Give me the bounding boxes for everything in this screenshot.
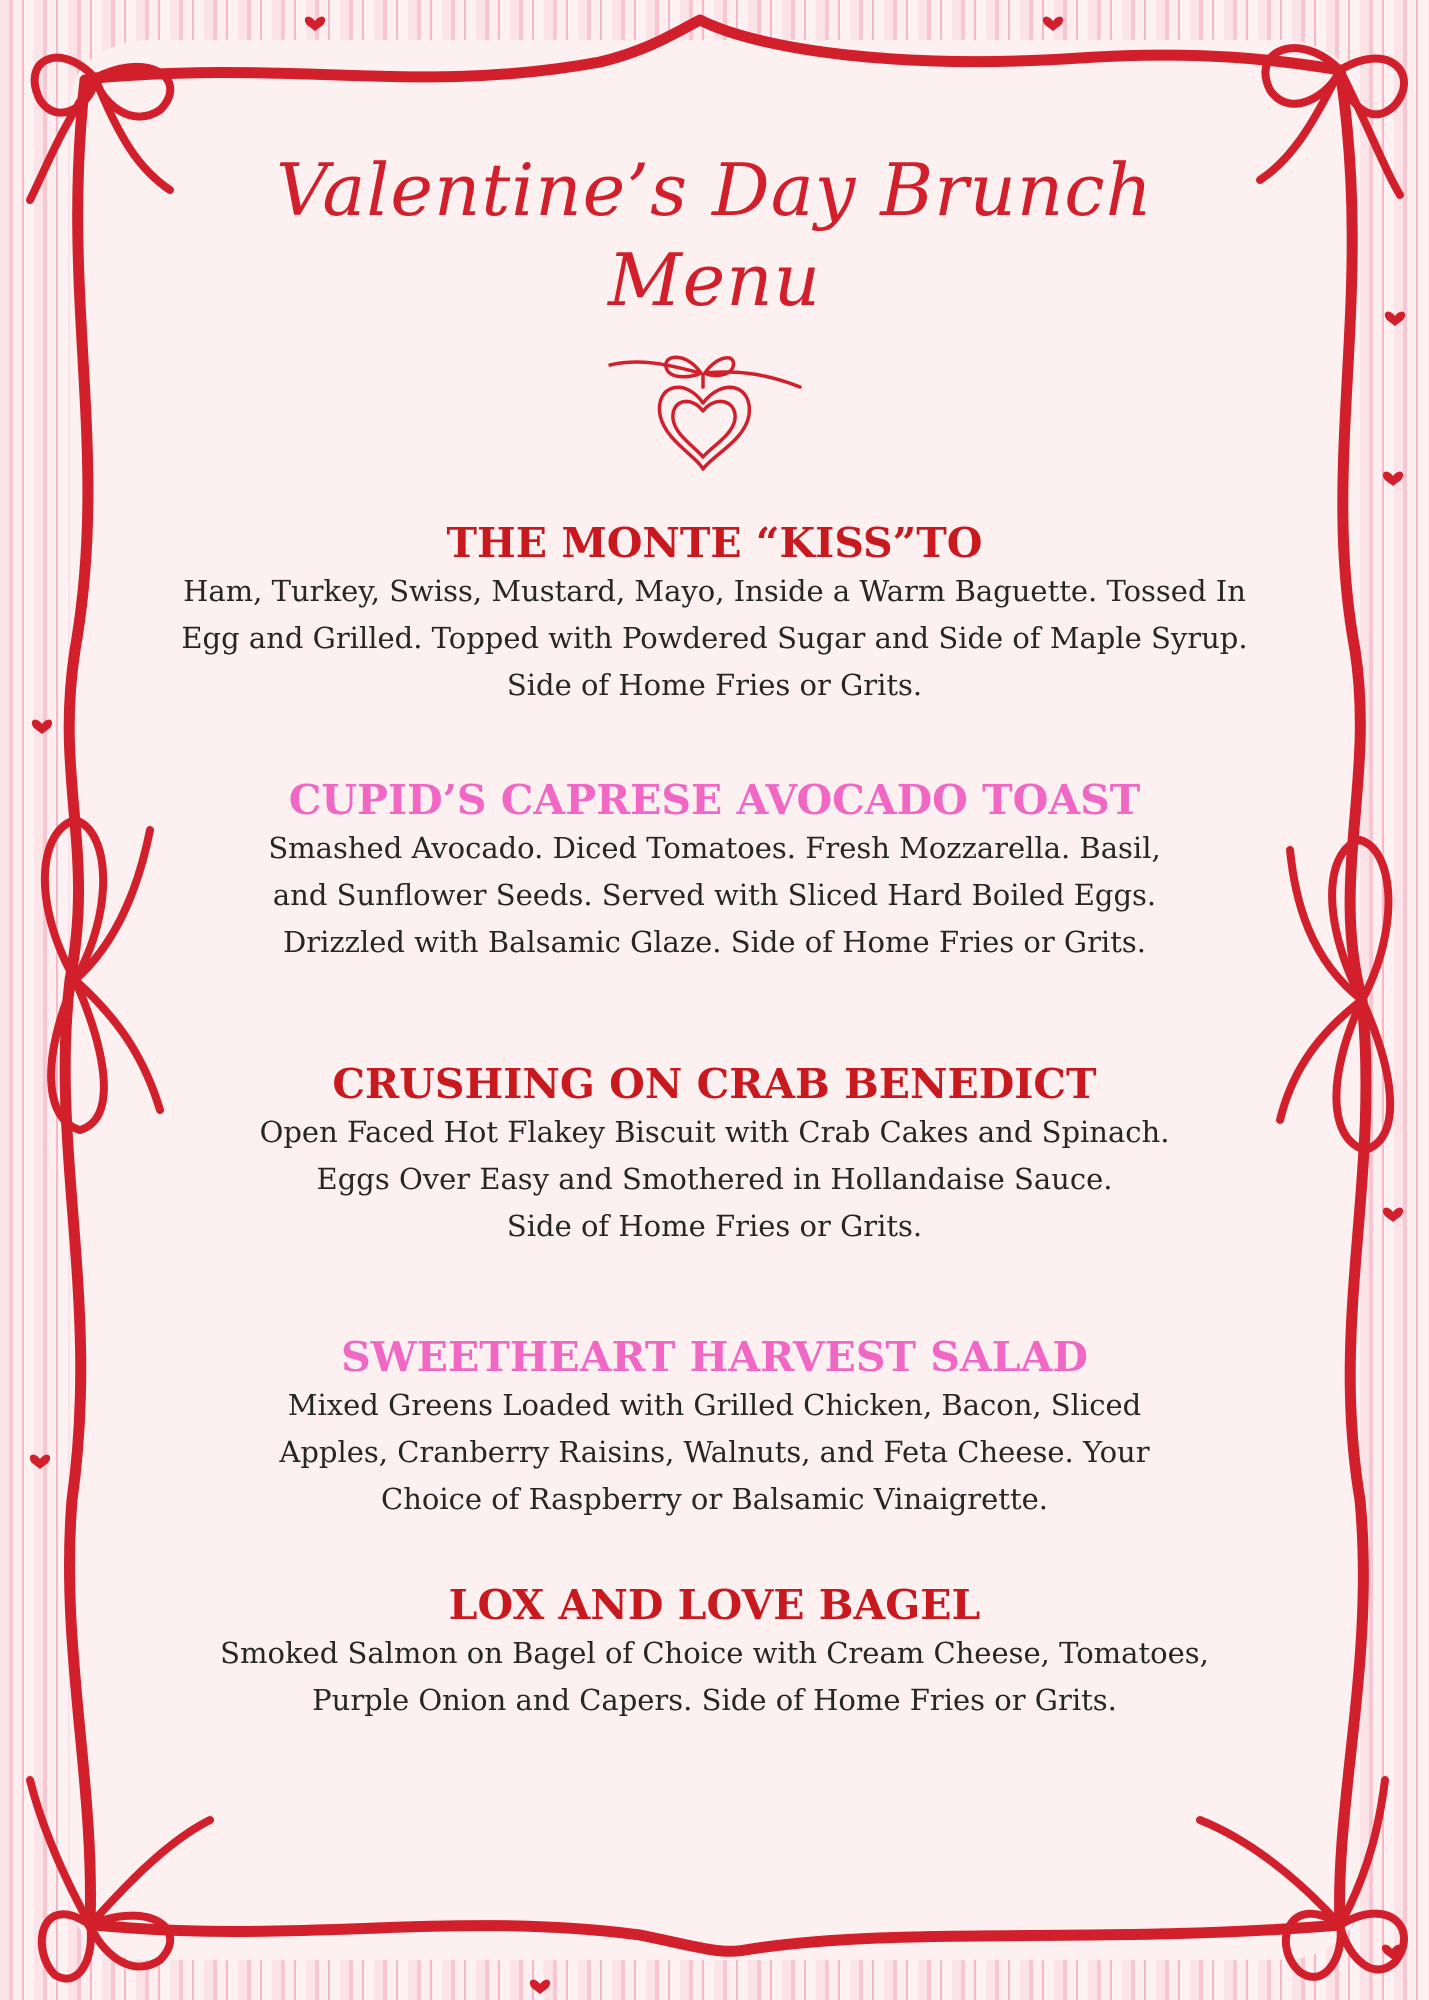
menu-item-name: CRUSHING ON CRAB BENEDICT [332, 1060, 1097, 1108]
description-line: Drizzled with Balsamic Glaze. Side of Home Fries or Grits. [283, 925, 1146, 959]
menu-item [150, 518, 1279, 709]
menu-item-description [150, 1382, 1279, 1523]
menu-item-name: THE MONTE “KISS”TO [446, 519, 983, 567]
description-line: Apples, Cranberry Raisins, Walnuts, and Feta Cheese. Your [279, 1435, 1150, 1469]
description-line: Egg and Grilled. Topped with Powdered Sugar and Side of Maple Syrup. [181, 621, 1248, 655]
description-line: Open Faced Hot Flakey Biscuit with Crab Cakes and Spinach. [259, 1115, 1170, 1149]
small-heart-icon [32, 720, 52, 734]
menu-item-description [150, 1630, 1279, 1724]
description-line: and Sunflower Seeds. Served with Sliced Hard Boiled Eggs. [272, 878, 1157, 912]
small-heart-icon [1043, 17, 1063, 31]
description-line: Side of Home Fries or Grits. [506, 668, 923, 702]
menu-item-name: CUPID’S CAPRESE AVOCADO TOAST [288, 776, 1141, 824]
description-line: Purple Onion and Capers. Side of Home Fries or Grits. [312, 1683, 1117, 1717]
description-line: Smoked Salmon on Bagel of Choice with Cream Cheese, Tomatoes, [220, 1636, 1209, 1670]
description-line: Mixed Greens Loaded with Grilled Chicken, Bacon, Sliced [287, 1388, 1142, 1422]
small-heart-icon [30, 1455, 50, 1469]
menu-item-name: SWEETHEART HARVEST SALAD [341, 1333, 1088, 1381]
small-heart-icon [530, 1980, 550, 1994]
menu-item-description [150, 568, 1279, 709]
menu-title: Valentine’s Day Brunch [276, 148, 1153, 232]
menu-item [150, 1580, 1279, 1724]
menu-item-name: LOX AND LOVE BAGEL [448, 1581, 981, 1629]
description-line: Ham, Turkey, Swiss, Mustard, Mayo, Inside a Warm Baguette. Tossed In [183, 574, 1246, 608]
description-line: Side of Home Fries or Grits. [506, 1209, 923, 1243]
description-line: Eggs Over Easy and Smothered in Hollandaise Sauce. [316, 1162, 1113, 1196]
menu-item [150, 1332, 1279, 1523]
menu-item-description [150, 825, 1279, 966]
heart-ornament-with-bow-icon [605, 345, 805, 475]
menu-subtitle: Menu [607, 238, 822, 322]
description-line: Choice of Raspberry or Balsamic Vinaigrette. [381, 1482, 1048, 1516]
menu-item-description [150, 1109, 1279, 1250]
small-heart-icon [1383, 1208, 1403, 1222]
menu-item [150, 775, 1279, 966]
menu-item [150, 1059, 1279, 1250]
small-heart-icon [1382, 1945, 1402, 1959]
description-line: Smashed Avocado. Diced Tomatoes. Fresh Mozzarella. Basil, [268, 831, 1161, 865]
small-heart-icon [1383, 472, 1403, 486]
small-heart-icon [305, 17, 325, 31]
